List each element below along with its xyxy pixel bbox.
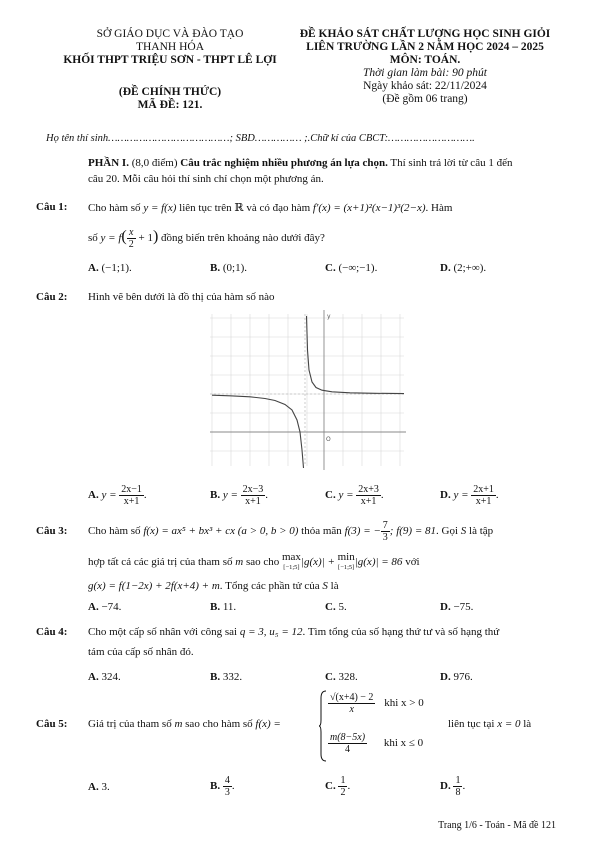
option-frac	[223, 775, 232, 798]
q4-line2: tám của cấp số nhân đó.	[88, 646, 194, 658]
option-text: 328.	[338, 671, 358, 683]
header-right	[280, 28, 570, 106]
subject: MÔN: TOÁN.	[389, 54, 461, 66]
part1-heading: Câu trắc nghiệm nhiều phương án lựa chọn.	[180, 157, 388, 169]
frac-den: 8	[455, 787, 461, 798]
q3-cond1: f(3) = −	[344, 525, 381, 538]
q1-text-c: . Hàm	[425, 202, 453, 214]
q4-option-d[interactable]	[440, 671, 473, 683]
option-label: B.	[210, 262, 221, 274]
q1-label: Câu 1:	[36, 201, 68, 213]
q3-mid: |g(x)| +	[300, 556, 338, 569]
option-text: (−∞;−1).	[338, 262, 378, 274]
q3-max-sub: [−1;5]	[283, 564, 300, 571]
q3-line1	[88, 520, 493, 543]
q3-set-s: S	[460, 525, 467, 538]
option-lhs: y =	[222, 489, 238, 502]
option-text: 324.	[101, 671, 121, 683]
option-text: (2;+∞).	[453, 262, 487, 274]
q3-cond2: ; f(9) = 81	[389, 525, 437, 538]
frac-num: 2x+3	[358, 484, 379, 495]
q5-text-b: sao cho hàm số	[182, 718, 256, 730]
q1-fn: y = f	[100, 232, 122, 245]
q1-option-d[interactable]	[440, 262, 486, 274]
q1-option-b[interactable]	[210, 262, 247, 274]
q1-fx: y = f(x)	[143, 202, 177, 214]
part1-score: (8,0 điểm)	[128, 157, 181, 169]
q4-text-b: . Tìm tổng của số hạng thứ tư và số hạng thứ	[302, 626, 500, 638]
option-label: A.	[88, 601, 99, 613]
option-text: (−1;1).	[101, 262, 132, 274]
q3-param-m: m	[235, 556, 244, 569]
option-label: C.	[325, 489, 336, 502]
option-frac	[471, 484, 496, 507]
option-text: −75.	[453, 601, 474, 613]
q5-x0: x = 0	[497, 718, 521, 730]
q4-text-a: Cho một cấp số nhân với công sai	[88, 626, 240, 638]
option-frac	[241, 484, 266, 507]
q3-line2	[88, 553, 420, 572]
option-label: A.	[88, 262, 99, 274]
q1-text-b: liên tục trên ℝ và có đạo hàm	[176, 202, 313, 214]
q4-option-b[interactable]	[210, 671, 242, 683]
q2-option-b[interactable]: B. y = $\frac{2x-3}{x+1}$ .	[210, 484, 269, 507]
frac-num: 1	[340, 775, 346, 786]
option-label: D.	[440, 601, 451, 613]
part1-instructions	[88, 155, 558, 187]
graph-right-branch	[307, 316, 405, 394]
q3-g-def: g(x) = f(1−2x) + 2f(x+4) + m	[88, 580, 220, 592]
frac-den: x+1	[245, 496, 261, 507]
q5-label: Câu 5:	[36, 718, 68, 730]
q3-cond1-frac	[381, 520, 390, 543]
option-label: B.	[210, 601, 221, 613]
q3-text-b: thỏa mãn	[298, 525, 345, 538]
q3-label: Câu 3:	[36, 525, 68, 537]
time-limit: Thời gian làm bài: 90 phút	[362, 67, 488, 79]
exam-date: Ngày khảo sát: 22/11/2024	[363, 80, 487, 92]
frac-den: x	[349, 704, 354, 715]
option-lhs: y =	[338, 489, 354, 502]
frac-num: 2x−3	[242, 484, 264, 495]
option-lhs: y =	[101, 489, 117, 502]
q3-line2-b: sao cho	[243, 556, 282, 569]
q5-option-d[interactable]: D. $\frac{1}{8}$ .	[440, 775, 466, 798]
option-frac	[356, 484, 381, 507]
q3-equation-end: |g(x)| = 86	[354, 556, 403, 569]
q5-case2-cond: khi x ≤ 0	[383, 737, 424, 750]
q3-option-c[interactable]	[325, 601, 347, 613]
frac-den: x+1	[360, 496, 377, 507]
frac-num: 2x+1	[473, 484, 494, 495]
q5-text-end	[448, 718, 531, 730]
q1-line2: số y = f( $\frac{x}{2}$ + 1) đồng biến trên khoảng nào dưới đây?	[88, 227, 325, 250]
q2-text: Hình vẽ bên dưới là đồ thị của hàm số nào	[88, 291, 275, 303]
q3-text-a: Cho hàm số	[88, 525, 144, 538]
q3-min-sub: [−1;5]	[338, 564, 355, 571]
q2-option-d[interactable]: D. y = $\frac{2x+1}{x+1}$ .	[440, 484, 499, 507]
official-label: (ĐỀ CHÍNH THỨC)	[118, 86, 222, 98]
school-name: KHỐI THPT TRIỆU SƠN - THPT LÊ LỢI	[63, 54, 277, 66]
q3-option-a[interactable]	[88, 601, 121, 613]
q4-option-a[interactable]	[88, 671, 121, 683]
option-label: A.	[88, 671, 99, 683]
q3-line2-c: với	[402, 556, 420, 569]
graph-y-label: y	[327, 313, 331, 320]
q1-frac-num: x	[127, 227, 136, 239]
exam-title-line1: ĐỀ KHẢO SÁT CHẤT LƯỢNG HỌC SINH GIỎI	[299, 28, 551, 40]
option-label: C.	[325, 262, 336, 274]
option-label: D.	[440, 489, 451, 502]
option-label: D.	[440, 780, 451, 793]
q1-frac-den: 2	[128, 239, 134, 250]
option-lhs: y =	[453, 489, 469, 502]
part1-line2: câu 20. Mỗi câu hỏi thí sinh chỉ chọn một phương án.	[88, 173, 324, 185]
q4-label: Câu 4:	[36, 626, 68, 638]
q3-function: f(x) = ax⁵ + bx³ + cx (a > 0, b > 0)	[143, 525, 299, 538]
exam-code: MÃ ĐỀ: 121.	[137, 99, 203, 111]
part1-title: PHẦN I.	[88, 157, 129, 169]
page-count: (Đề gồm 06 trang)	[382, 93, 468, 105]
option-frac	[119, 484, 144, 507]
q4-line1	[88, 626, 499, 638]
q1-frac	[127, 227, 136, 250]
frac-den: x+1	[475, 496, 492, 507]
q5-fx: f(x) =	[255, 718, 281, 730]
option-text: −74.	[101, 601, 122, 613]
option-text: 3.	[101, 781, 110, 793]
q2-option-c[interactable]: C. y = $\frac{2x+3}{x+1}$ .	[325, 484, 384, 507]
q3-set-s2: S	[322, 580, 328, 592]
option-text: 332.	[222, 671, 243, 683]
option-frac	[453, 775, 462, 798]
option-label: B.	[210, 671, 221, 683]
q5-text-c: liên tục tại	[448, 718, 498, 730]
q3-min: min	[337, 551, 355, 563]
q1-line1	[88, 201, 452, 214]
q4-option-c[interactable]	[325, 671, 358, 683]
q5-text-d: là	[520, 718, 532, 730]
q1-text-a: Cho hàm số	[88, 202, 144, 214]
option-label: A.	[88, 781, 99, 793]
q3-option-d[interactable]	[440, 601, 473, 613]
q5-option-a[interactable]	[88, 781, 110, 793]
frac-num: 2x−1	[121, 484, 142, 495]
option-label: B.	[210, 780, 221, 793]
q1-line2-a: số	[88, 232, 101, 245]
q1-line2-b: đồng biến trên khoảng nào dưới đây?	[158, 232, 325, 245]
q3-line3-end: là	[327, 580, 339, 592]
option-label: D.	[440, 671, 451, 683]
q2-label: Câu 2:	[36, 291, 68, 303]
q1-option-c[interactable]	[325, 262, 377, 274]
q5-text-a: Giá trị của tham số	[88, 718, 175, 730]
exam-status	[40, 86, 300, 112]
header-left	[40, 28, 300, 67]
option-label: A.	[88, 489, 99, 502]
option-label: B.	[210, 489, 221, 502]
frac-den: 3	[382, 532, 388, 543]
q1-option-a[interactable]	[88, 262, 132, 274]
frac-num: 1	[455, 775, 461, 786]
q3-text-c: . Gọi	[436, 525, 461, 538]
option-label: C.	[325, 601, 336, 613]
q5-option-b[interactable]: B. $\frac{4}{3}$ .	[210, 775, 235, 798]
province-name: THANH HÓA	[135, 41, 205, 53]
exam-title-line2: LIÊN TRƯỜNG LẦN 2 NĂM HỌC 2024 – 2025	[306, 41, 544, 53]
graph-origin-label: O	[326, 436, 331, 443]
q4-math: q = 3, u₅ = 12	[239, 626, 303, 638]
frac-den: 2	[340, 787, 346, 798]
q5-param-m: m	[174, 718, 183, 730]
q5-case2	[328, 732, 423, 755]
dept-name: SỞ GIÁO DỤC VÀ ĐÀO TẠO	[96, 28, 244, 40]
option-label: C.	[325, 780, 336, 793]
frac-den: 4	[345, 744, 351, 755]
page-footer: Trang 1/6 - Toán - Mã đề 121	[438, 820, 556, 831]
q5-case1	[328, 692, 424, 715]
frac-den: x+1	[123, 496, 140, 507]
q3-line2-a: hợp tất cả các giá trị của tham số	[88, 556, 236, 569]
option-label: D.	[440, 262, 451, 274]
q5-case1-frac	[328, 692, 375, 715]
option-label: C.	[325, 671, 336, 683]
frac-num: √(x+4) − 2	[330, 692, 374, 703]
option-text: 11.	[222, 601, 237, 613]
frac-num: 4	[224, 775, 230, 786]
q3-option-b[interactable]	[210, 601, 236, 613]
q1-derivative: f′(x) = (x+1)²(x−1)³(2−x)	[312, 202, 426, 214]
option-frac	[338, 775, 347, 798]
q5-brace	[318, 690, 328, 762]
option-text: (0;1).	[222, 262, 247, 274]
q3-line3	[88, 580, 339, 592]
q5-text	[88, 718, 281, 730]
q2-option-a[interactable]: A. y = $\frac{2x-1}{x+1}$ .	[88, 484, 147, 507]
q5-case1-cond: khi x > 0	[384, 697, 424, 710]
q3-max: max	[281, 551, 301, 563]
option-text: 976.	[453, 671, 473, 683]
student-info-line: Họ tên thí sinh…………………………………; SBD…………… ;.Chữ kí của CBCT:……………………….	[46, 133, 475, 144]
option-text: 5.	[338, 601, 347, 613]
frac-num: m(8−5x)	[330, 732, 366, 743]
part1-line1: Thí sinh trả lời từ câu 1 đến	[387, 157, 513, 169]
q2-graph	[210, 310, 406, 470]
q3-line3-rest: . Tổng các phần tử của	[219, 580, 323, 592]
frac-den: 3	[224, 787, 230, 798]
frac-num: 7	[382, 520, 388, 531]
q1-plus: + 1	[135, 232, 153, 245]
q3-text-d: là tập	[466, 525, 494, 538]
q5-case2-frac	[328, 732, 367, 755]
q5-option-c[interactable]: C. $\frac{1}{2}$ .	[325, 775, 351, 798]
